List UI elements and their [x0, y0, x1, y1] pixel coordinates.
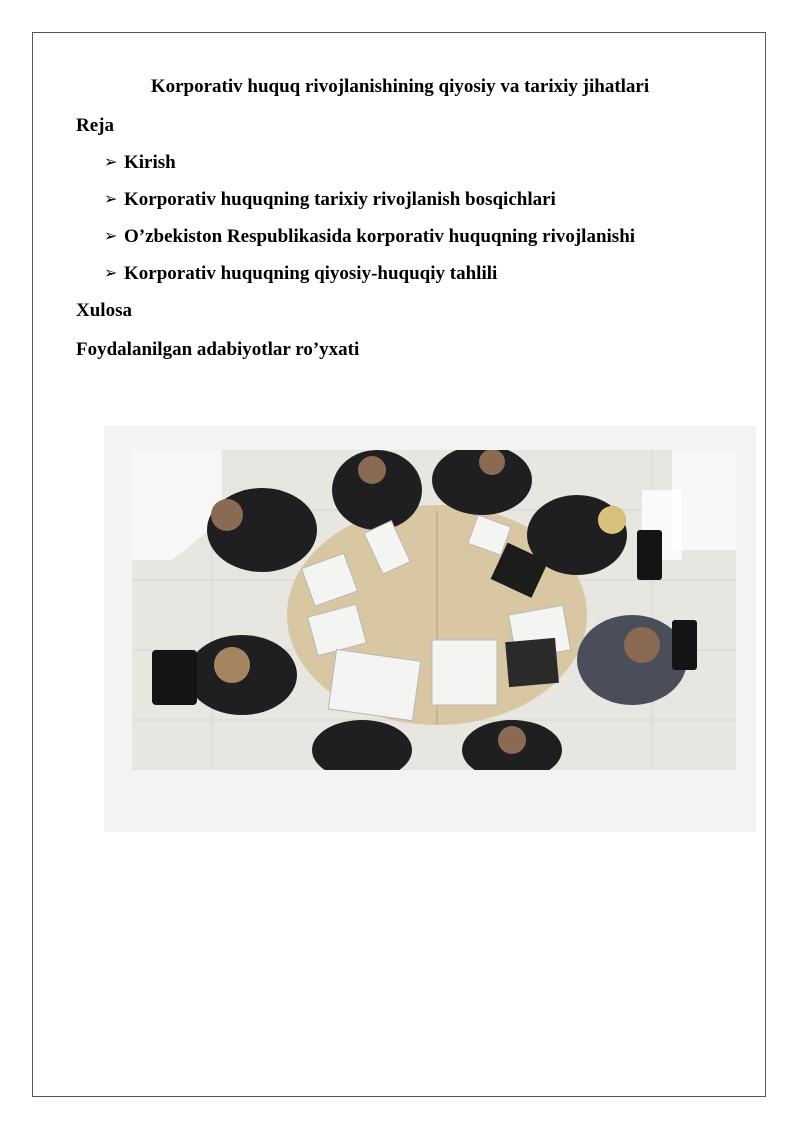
plan-item-label: Kirish: [124, 152, 176, 173]
meeting-photo: [132, 450, 736, 770]
plan-heading: Reja: [76, 115, 114, 136]
arrowhead-bullet-icon: ➢: [104, 189, 118, 208]
plan-item-label: O’zbekiston Respublikasida korporativ huquqning rivojlanishi: [124, 226, 636, 247]
arrowhead-bullet-icon: ➢: [104, 226, 118, 245]
plan-item-history: [104, 189, 556, 211]
plan-item-label: Korporativ huquqning qiyosiy-huquqiy tahlili: [124, 263, 498, 284]
plan-item-label: Korporativ huquqning tarixiy rivojlanish bosqichlari: [124, 189, 556, 210]
references-heading: Foydalanilgan adabiyotlar ro’yxati: [76, 339, 360, 360]
conclusion-heading: Xulosa: [76, 300, 132, 321]
document-title: Korporativ huquq rivojlanishining qiyosiy va tarixiy jihatlari: [150, 76, 650, 97]
arrowhead-bullet-icon: ➢: [104, 263, 118, 282]
arrowhead-bullet-icon: ➢: [104, 152, 118, 171]
plan-item-uzbekistan: [104, 226, 635, 248]
plan-item-comparative: [104, 263, 497, 285]
plan-item-intro: [104, 152, 176, 174]
